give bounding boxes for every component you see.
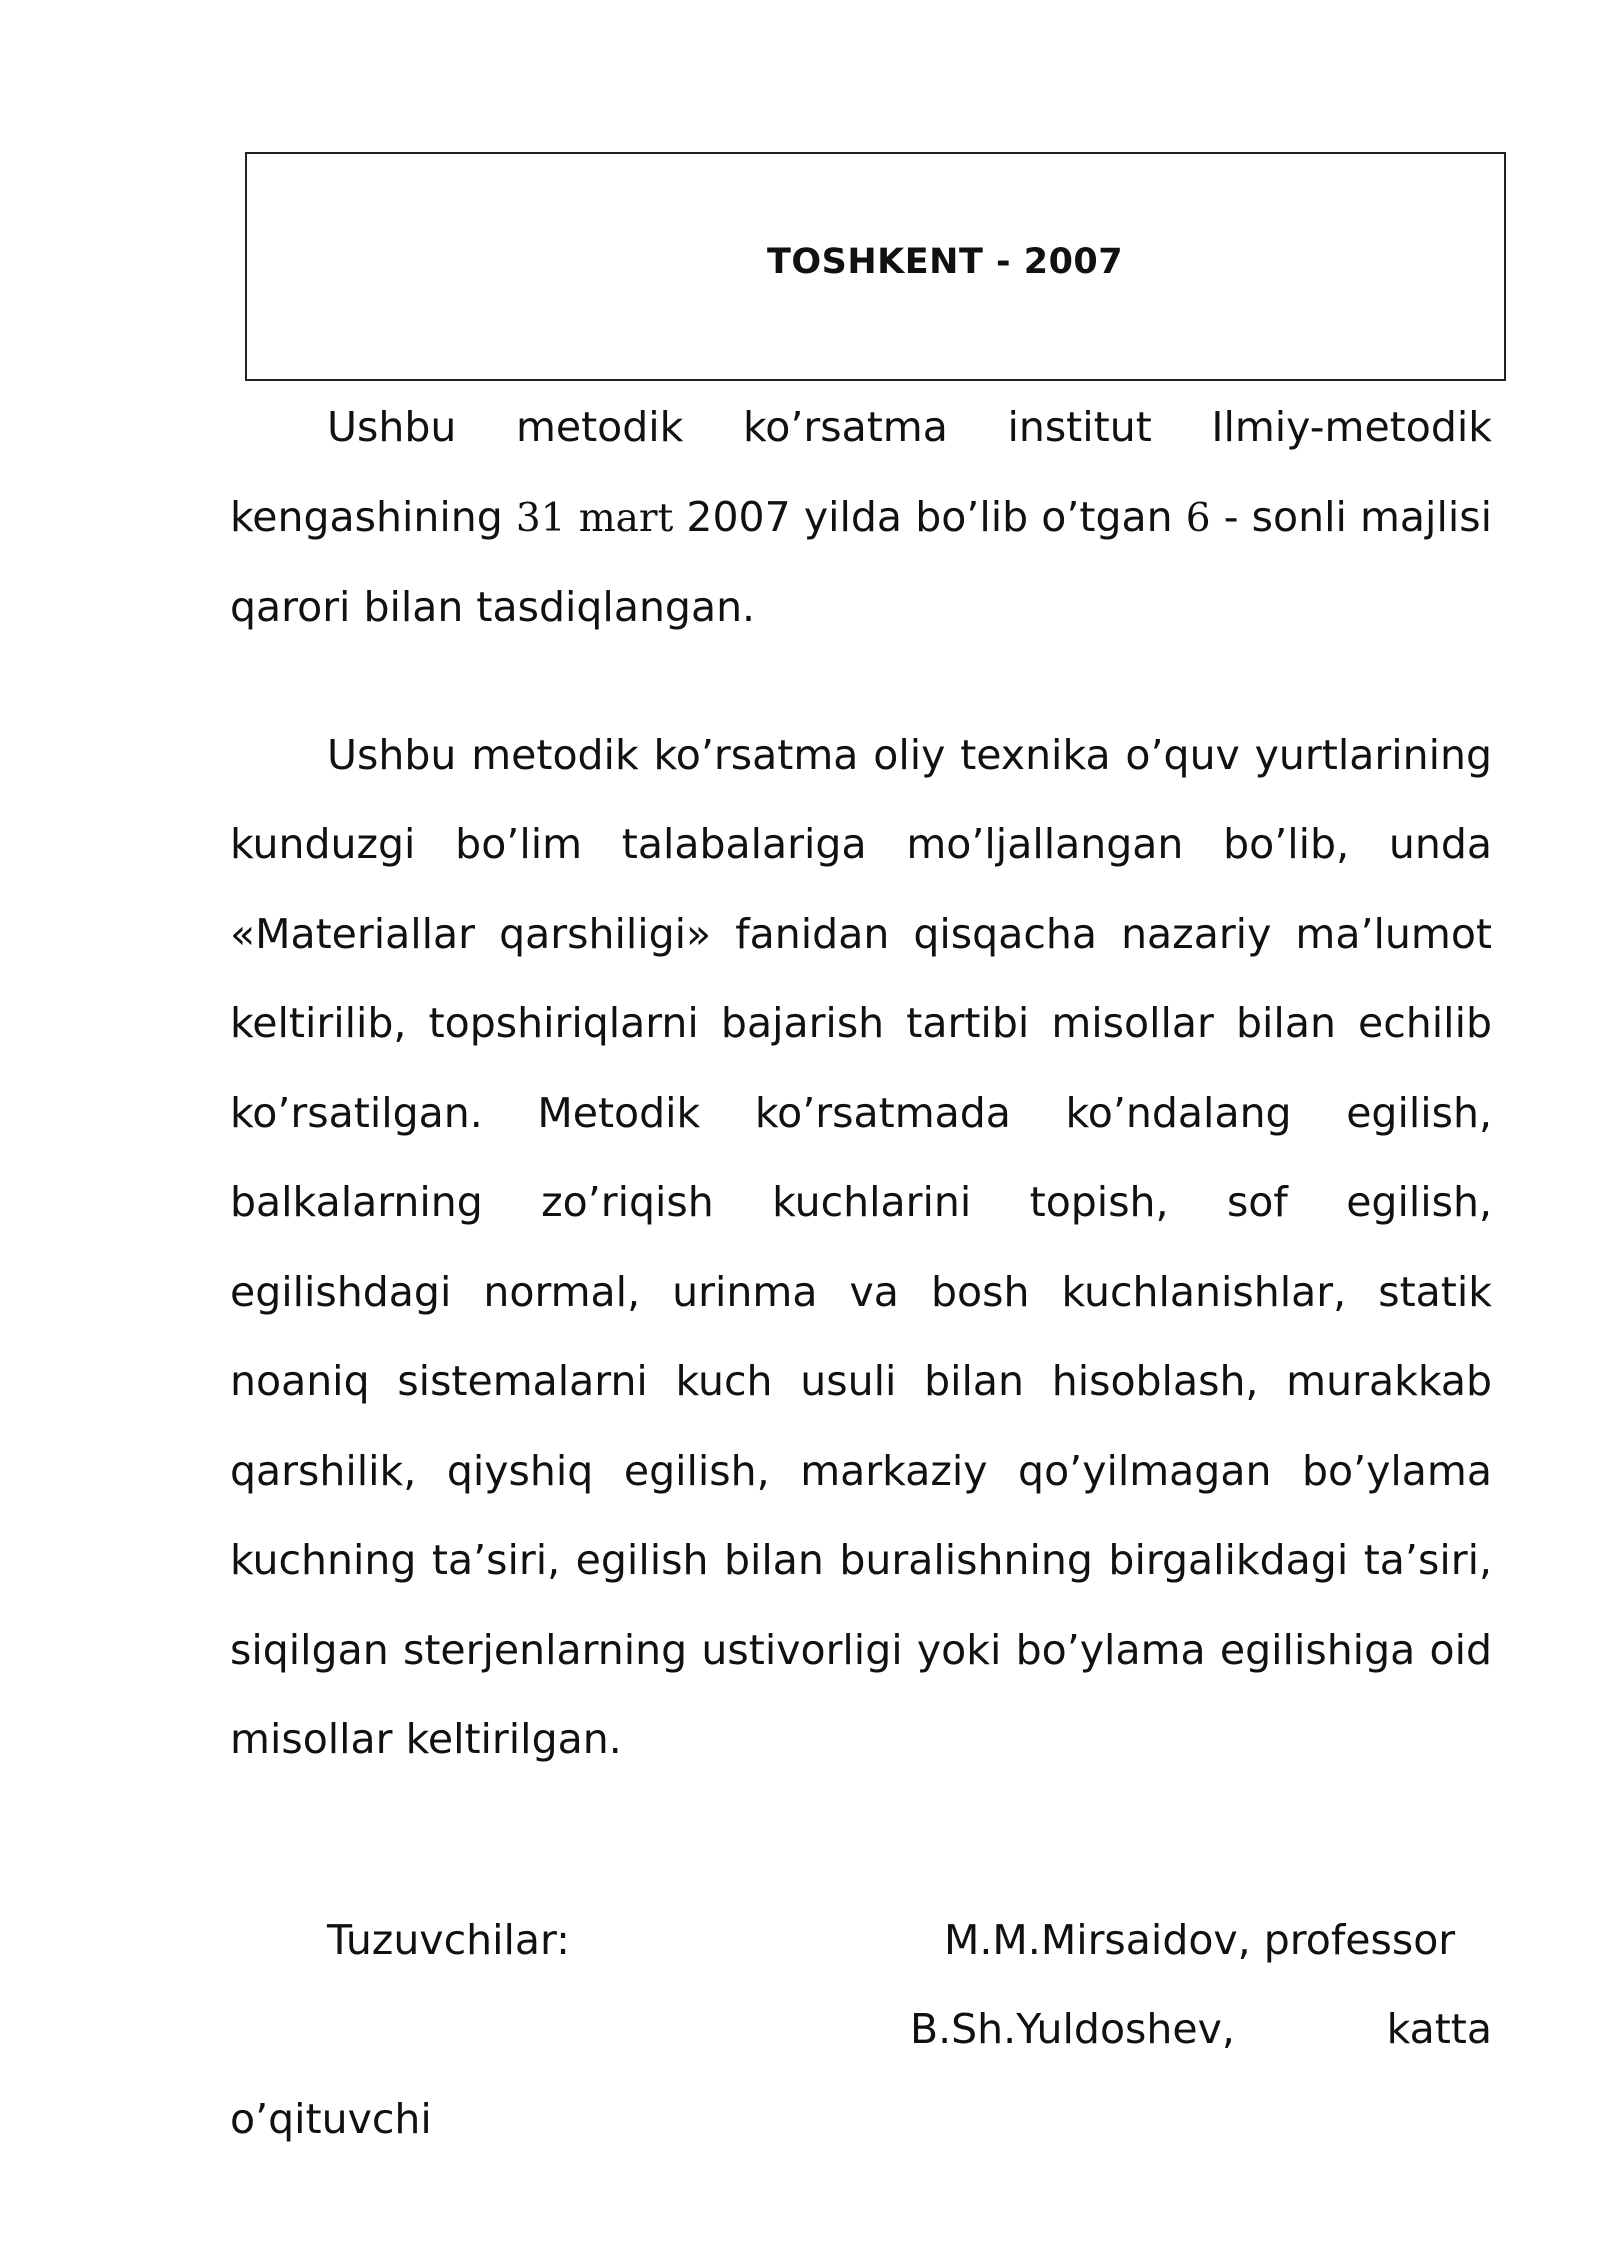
author-first: M.M.Mirsaidov, professor	[944, 1915, 1456, 1964]
authors-label: Tuzuvchilar:	[327, 1915, 570, 1964]
author-second-role-continued: o’qituvchi	[230, 2094, 432, 2143]
approval-text-1: Ushbu metodik ko’rsatma institut Ilmiy-metodik kengashining	[230, 403, 1492, 541]
author-second-name: B.Sh.Yuldoshev,	[910, 2005, 1235, 2053]
authors-row	[230, 1985, 1492, 2075]
approval-paragraph	[230, 383, 1492, 653]
approval-day: 31	[515, 495, 566, 541]
approval-text-3: 2007 yilda bo’lib o’tgan	[673, 492, 1186, 541]
approval-month: mart	[578, 495, 674, 541]
document-body	[230, 383, 1492, 2164]
approval-text-2	[566, 493, 579, 541]
author-second-role: katta	[1386, 2005, 1492, 2053]
spacer	[230, 653, 1492, 711]
authors-row	[230, 1896, 1492, 1986]
description-paragraph: Ushbu metodik ko’rsatma oliy texnika o’quv yurtlarining kunduzgi bo’lim talabalariga mo’ljallangan bo’lib, unda «Materiallar qarshiligi» fanidan qisqacha nazariy ma’lumot keltirilib, topshiriqlarni bajarish tartibi misollar bilan echilib ko’rsatilgan. Metodik ko’rsatmada ko’ndalang egilish, balkalarning zo’riqish kuchlarini topish, sof egilish, egilishdagi normal, urinma va bosh kuchlanishlar, statik noaniq sistemalarni kuch usuli bilan hisoblash, murakkab qarshilik, qiyshiq egilish, markaziy qo’yilmagan bo’ylama kuchning ta’siri, egilish bilan buralishning birgalikdagi ta’siri, siqilgan sterjenlarning ustivorligi yoki bo’ylama egilishiga oid misollar keltirilgan.	[230, 730, 1492, 1763]
spacer	[230, 1785, 1492, 1896]
title-box	[245, 152, 1506, 381]
approval-text-4: - sonli majlisi qarori bilan tasdiqlangan.	[230, 492, 1492, 631]
approval-session-number: 6	[1185, 495, 1211, 541]
city-year-title: TOSHKENT - 2007	[767, 242, 1124, 282]
